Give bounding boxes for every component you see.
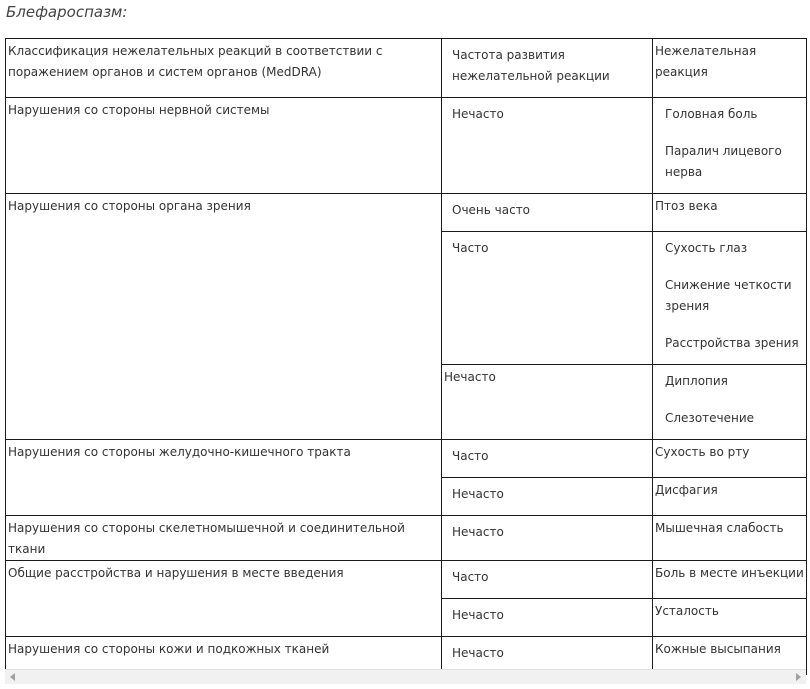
reaction-item: Слезотечение [665,411,755,425]
soc-cell: Нарушения со стороны желудочно-кишечного тракта [6,440,442,516]
reaction-item: Головная боль [665,107,758,121]
soc-cell: Нарушения со стороны кожи и подкожных тканей [6,637,442,675]
reaction-item: Паралич лицевого нерва [665,144,782,179]
table-header-row [6,39,807,98]
frequency-cell: Часто [442,232,653,365]
reaction-item: Расстройства зрения [665,336,799,350]
reaction-cell: Птоз века [653,194,807,232]
reaction-cell [653,365,807,440]
reaction-item: Диплопия [665,374,728,388]
soc-cell: Нарушения со стороны нервной системы [6,98,442,194]
frequency-cell: Нечасто [442,365,653,440]
horizontal-scrollbar[interactable] [5,669,806,684]
frequency-cell: Нечасто [442,637,653,675]
frequency-cell: Нечасто [442,478,653,516]
reaction-cell [653,98,807,194]
adverse-reactions-table [5,38,807,675]
section-heading: Блефароспазм: [6,3,128,21]
frequency-cell: Часто [442,440,653,478]
soc-cell: Нарушения со стороны органа зрения [6,194,442,440]
reaction-cell: Мышечная слабость [653,516,807,561]
soc-cell: Общие расстройства и нарушения в месте введения [6,561,442,637]
reaction-cell: Кожные высыпания [653,637,807,675]
soc-cell: Нарушения со стороны скелетномышечной и соединительной ткани [6,516,442,561]
frequency-cell: Нечасто [442,98,653,194]
reaction-item: Снижение четкости зрения [665,278,792,313]
table-row [6,561,807,599]
reaction-cell [653,232,807,365]
reaction-cell: Боль в месте инъекции [653,561,807,599]
header-soc: Классификация нежелательных реакций в соответствии с поражением органов и систем органов (MedDRA) [6,39,442,98]
header-frequency: Частота развития нежелательной реакции [442,39,653,98]
table-row [6,194,807,232]
header-reaction: Нежелательная реакция [653,39,807,98]
frequency-cell: Часто [442,561,653,599]
table-row [6,440,807,478]
scroll-right-icon[interactable] [796,673,801,681]
scroll-left-icon[interactable] [10,673,15,681]
adverse-reactions-table-container [5,38,806,675]
reaction-cell: Дисфагия [653,478,807,516]
table-row [6,516,807,561]
table-row [6,98,807,194]
reaction-cell: Сухость во рту [653,440,807,478]
reaction-item: Сухость глаз [665,241,748,255]
frequency-cell: Нечасто [442,516,653,561]
reaction-cell: Усталость [653,599,807,637]
frequency-cell: Очень часто [442,194,653,232]
frequency-cell: Нечасто [442,599,653,637]
